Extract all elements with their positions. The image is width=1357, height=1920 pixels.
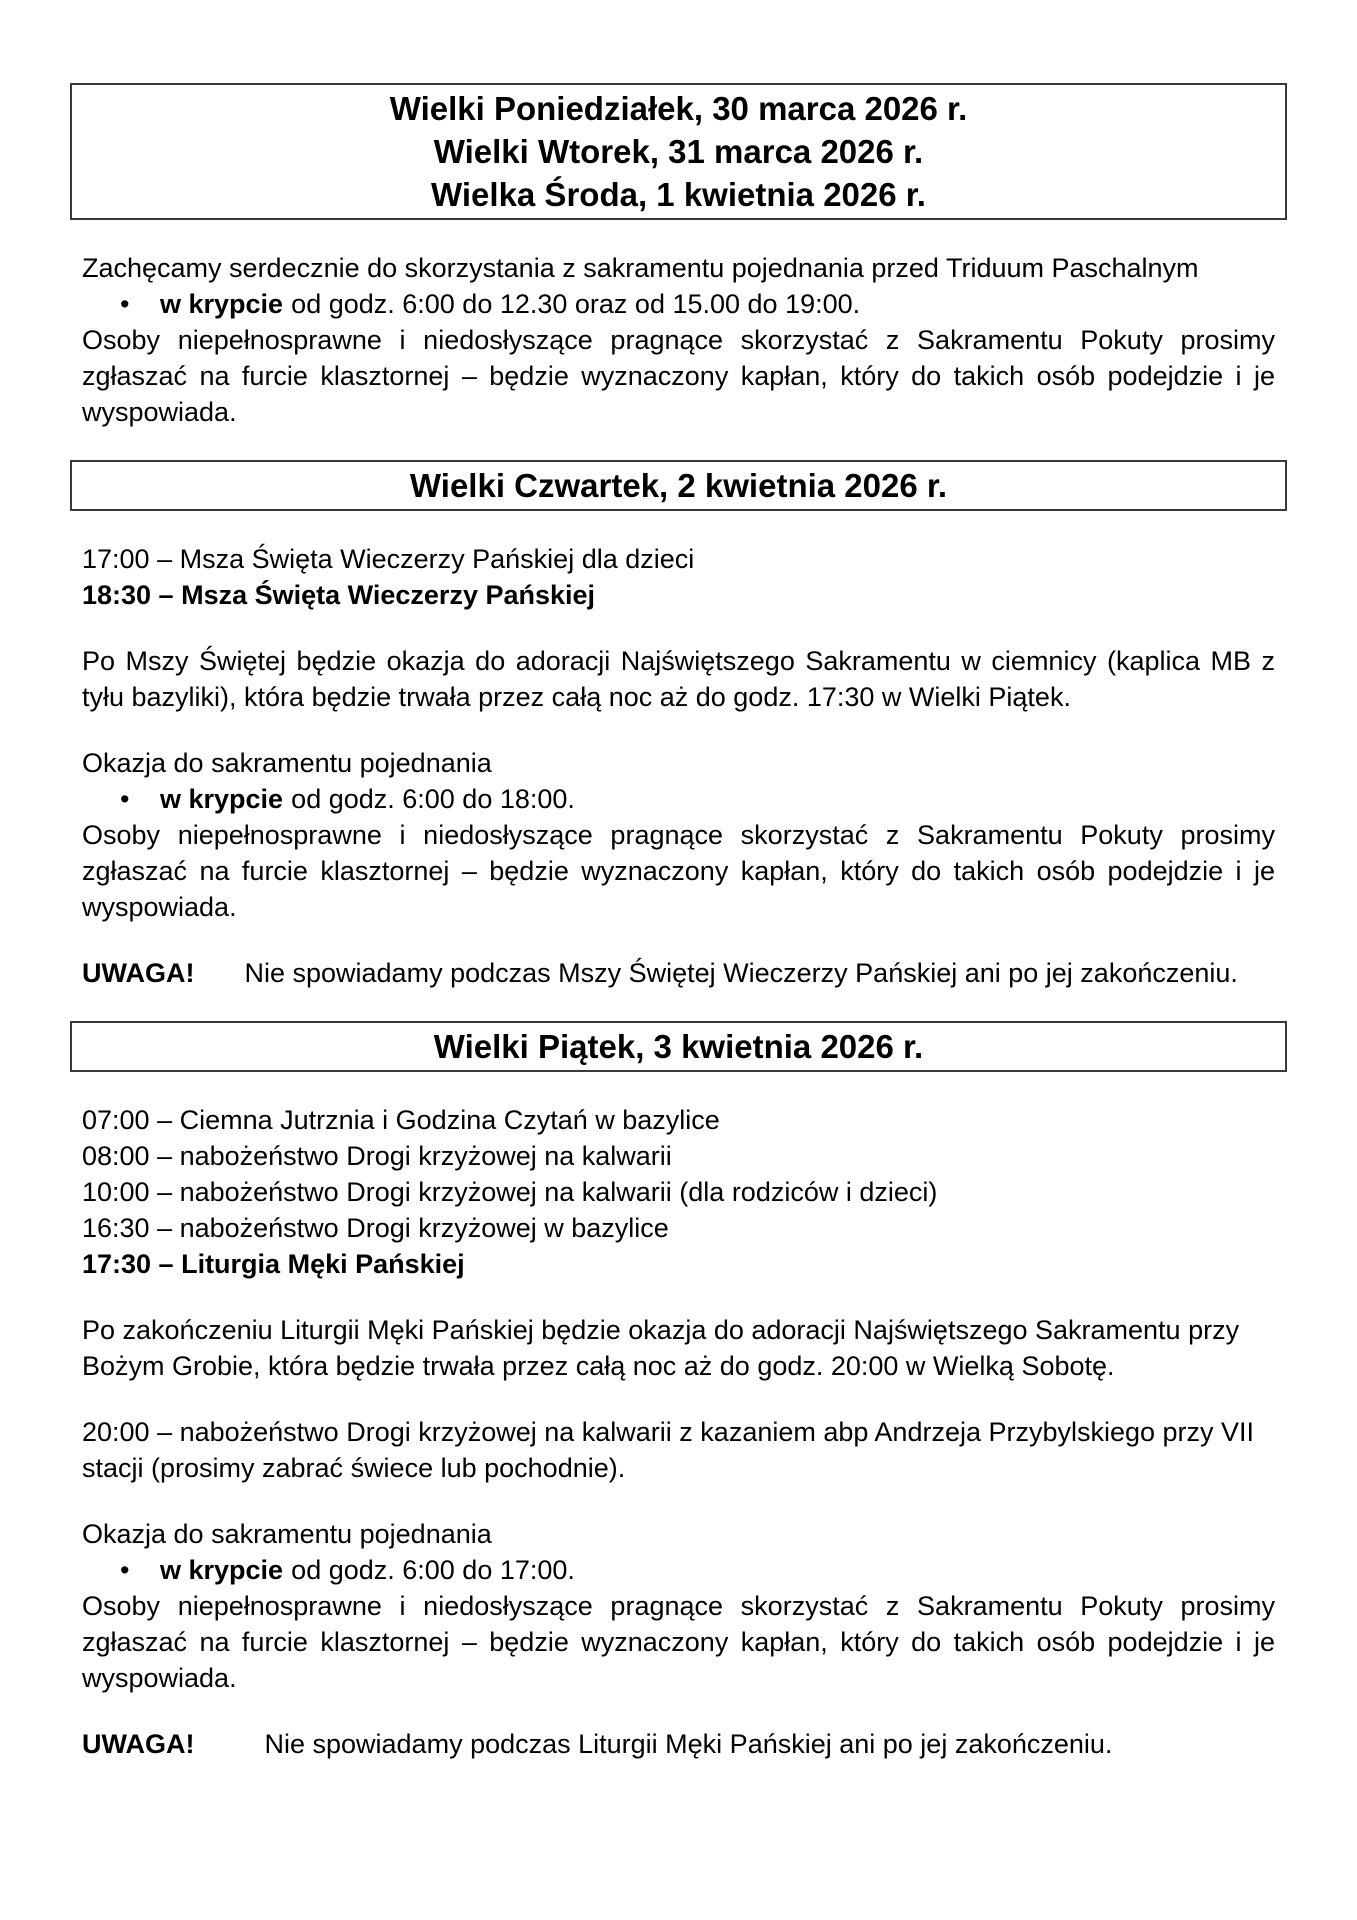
- good-friday-confession: [82, 1516, 1275, 1696]
- good-friday-crypt-bullet: [82, 1552, 1275, 1588]
- schedule-line: 08:00 – nabożeństwo Drogi krzyżowej na kalwarii: [82, 1141, 672, 1171]
- bullet-icon: •: [120, 784, 130, 814]
- header-line-good-friday: Wielki Piątek, 3 kwietnia 2026 r.: [433, 1028, 924, 1065]
- confession-heading: Okazja do sakramentu pojednania: [82, 748, 492, 778]
- holy-thursday-adoration-note: Po Mszy Świętej będzie okazja do adoracji Najświętszego Sakramentu w ciemnicy (kaplica MB z tyłu bazyliki), która będzie trwała przez całą noc aż do godz. 17:30 w Wielki Piątek.: [82, 646, 1275, 712]
- bullet-icon: •: [120, 289, 130, 319]
- accessibility-note: Osoby niepełnosprawne i niedosłyszące pragnące skorzystać z Sakramentu Pokuty prosimy zgłaszać na furcie klasztornej – będzie wyznaczony kapłan, który do takich osób podejdzie i je wyspowiada.: [82, 1591, 1275, 1693]
- good-friday-schedule: [82, 1102, 1275, 1282]
- in-crypt-label: w krypcie: [160, 1555, 284, 1585]
- header-box-good-friday: [70, 1021, 1287, 1072]
- header-line-wednesday: Wielka Środa, 1 kwietnia 2026 r.: [431, 176, 926, 213]
- header-line-tuesday: Wielki Wtorek, 31 marca 2026 r.: [433, 133, 924, 170]
- schedule-line: 18:30 – Msza Święta Wieczerzy Pańskiej: [82, 580, 596, 610]
- accessibility-note: Osoby niepełnosprawne i niedosłyszące pragnące skorzystać z Sakramentu Pokuty prosimy zgłaszać na furcie klasztornej – będzie wyznaczony kapłan, który do takich osób podejdzie i je wyspowiada.: [82, 820, 1275, 922]
- in-crypt-label: w krypcie: [160, 784, 284, 814]
- warning-label: UWAGA!: [82, 958, 195, 988]
- holy-thursday-warning: [82, 955, 1275, 991]
- header-box-holy-thursday: [70, 460, 1287, 511]
- pre-triduum-intro: Zachęcamy serdecznie do skorzystania z sakramentu pojednania przed Triduum Paschalnym: [82, 253, 1199, 283]
- good-friday-warning: [82, 1726, 1275, 1762]
- schedule-line: 16:30 – nabożeństwo Drogi krzyżowej w bazylice: [82, 1213, 669, 1243]
- schedule-line: 17:30 – Liturgia Męki Pańskiej: [82, 1249, 465, 1279]
- holy-thursday-schedule: [82, 541, 1275, 613]
- pre-triduum-section: [82, 250, 1275, 430]
- good-friday-adoration-note: Po zakończeniu Liturgii Męki Pańskiej będzie okazja do adoracji Najświętszego Sakramentu przy Bożym Grobie, która będzie trwała przez całą noc aż do godz. 20:00 w Wielką Sobotę.: [82, 1315, 1240, 1381]
- crypt-hours: od godz. 6:00 do 12.30 oraz od 15.00 do 19:00.: [291, 289, 861, 319]
- header-box-monday-wednesday: [70, 83, 1287, 220]
- bullet-icon: •: [120, 1555, 130, 1585]
- confession-heading: Okazja do sakramentu pojednania: [82, 1519, 492, 1549]
- warning-text: Nie spowiadamy podczas Mszy Świętej Wieczerzy Pańskiej ani po jej zakończeniu.: [244, 958, 1238, 988]
- warning-label: UWAGA!: [82, 1729, 195, 1759]
- crypt-hours: od godz. 6:00 do 18:00.: [291, 784, 575, 814]
- schedule-line: 07:00 – Ciemna Jutrznia i Godzina Czytań w bazylice: [82, 1105, 720, 1135]
- header-line-monday: Wielki Poniedziałek, 30 marca 2026 r.: [389, 90, 968, 127]
- crypt-hours: od godz. 6:00 do 17:00.: [291, 1555, 575, 1585]
- pre-triduum-crypt-bullet: [82, 286, 1275, 322]
- holy-thursday-crypt-bullet: [82, 781, 1275, 817]
- schedule-line: 17:00 – Msza Święta Wieczerzy Pańskiej dla dzieci: [82, 544, 695, 574]
- holy-thursday-confession: [82, 745, 1275, 925]
- warning-text: Nie spowiadamy podczas Liturgii Męki Pańskiej ani po jej zakończeniu.: [264, 1729, 1113, 1759]
- accessibility-note: Osoby niepełnosprawne i niedosłyszące pragnące skorzystać z Sakramentu Pokuty prosimy zgłaszać na furcie klasztornej – będzie wyznaczony kapłan, który do takich osób podejdzie i je wyspowiada.: [82, 325, 1275, 427]
- schedule-line: 10:00 – nabożeństwo Drogi krzyżowej na kalwarii (dla rodziców i dzieci): [82, 1177, 938, 1207]
- header-line-holy-thursday: Wielki Czwartek, 2 kwietnia 2026 r.: [409, 467, 948, 504]
- good-friday-evening-service: 20:00 – nabożeństwo Drogi krzyżowej na kalwarii z kazaniem abp Andrzeja Przybylskiego przy VII stacji (prosimy zabrać świece lub pochodnie).: [82, 1417, 1255, 1483]
- in-crypt-label: w krypcie: [160, 289, 284, 319]
